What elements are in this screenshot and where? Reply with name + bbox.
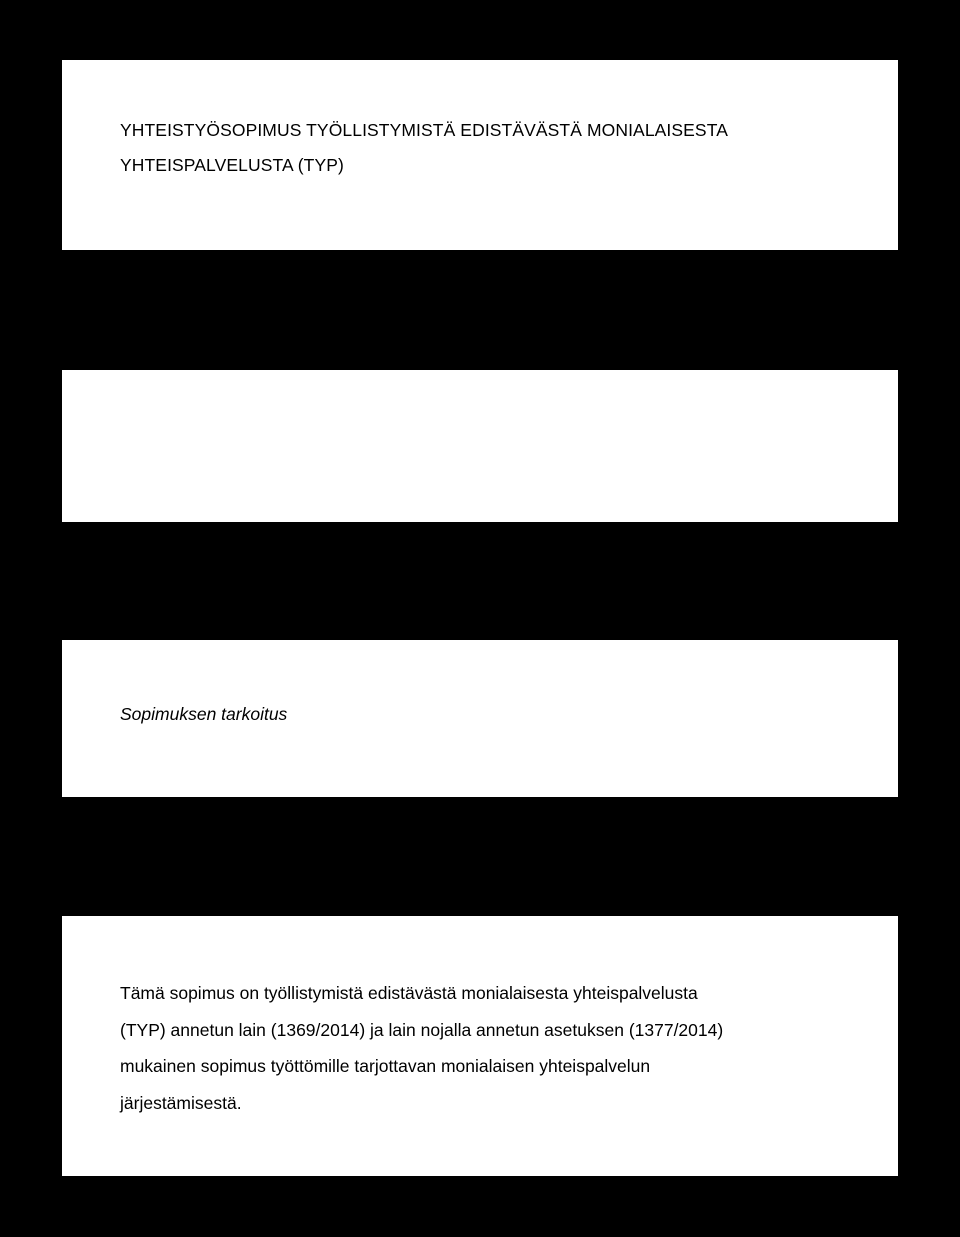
section-heading: Sopimuksen tarkoitus	[120, 704, 288, 724]
body-paragraph	[120, 975, 860, 1121]
body-line-1: Tämä sopimus on työllistymistä edistävästä monialaisesta yhteispalvelusta	[120, 983, 698, 1003]
section-heading-panel	[62, 640, 898, 797]
body-panel	[62, 916, 898, 1176]
body-line-4: järjestämisestä.	[120, 1092, 242, 1113]
body-line-2: (TYP) annetun lain (1369/2014) ja lain nojalla annetun asetuksen (1377/2014)	[120, 1019, 724, 1040]
blank-panel	[62, 370, 898, 522]
title-panel	[62, 60, 898, 250]
document-title-line-2: YHTEISPALVELUSTA (TYP)	[120, 155, 344, 175]
body-line-3: mukainen sopimus työttömille tarjottavan monialaisen yhteispalvelun	[120, 1056, 651, 1077]
document-title-line-1: YHTEISTYÖSOPIMUS TYÖLLISTYMISTÄ EDISTÄVÄSTÄ MONIALAISESTA	[120, 120, 728, 140]
